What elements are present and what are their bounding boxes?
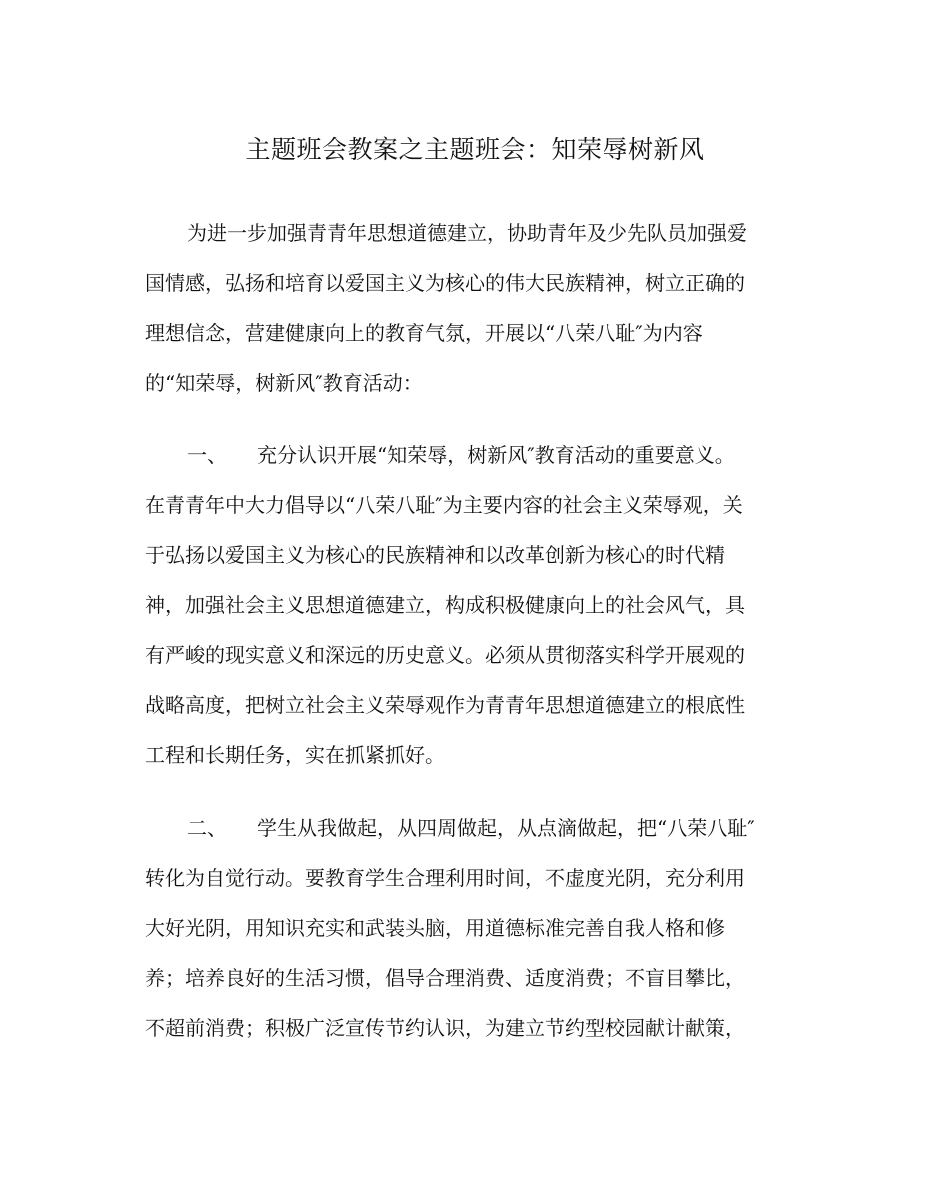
paragraph-2-line-1-text: 充分认识开展“知荣辱，树新风″教育活动的重要意义。 bbox=[257, 443, 735, 467]
paragraph-1-line-3: 理想信念，营建健康向上的教育气氛，开展以“八荣八耻″为内容 bbox=[145, 321, 703, 345]
section-marker-2: 二、 bbox=[187, 816, 227, 840]
paragraph-3-line-4: 养；培养良好的生活习惯，倡导合理消费、适度消费；不盲目攀比， bbox=[145, 966, 745, 990]
paragraph-2-line-7: 工程和长期任务，实在抓紧抓好。 bbox=[145, 743, 445, 767]
paragraph-2-line-1 bbox=[187, 440, 857, 470]
paragraph-1-line-1: 为进一步加强青青年思想道德建立，协助青年及少先队员加强爱 bbox=[187, 221, 747, 245]
paragraph-2-line-2: 在青青年中大力倡导以“八荣八耻″为主要内容的社会主义荣辱观，关 bbox=[145, 493, 743, 517]
paragraph-2-line-3: 于弘扬以爱国主义为核心的民族精神和以改革创新为核心的时代精 bbox=[145, 543, 725, 567]
paragraph-3-line-2: 转化为自觉行动。要教育学生合理利用时间，不虚度光阴，充分利用 bbox=[145, 866, 745, 890]
paragraph-3-line-1 bbox=[187, 813, 857, 843]
paragraph-2-line-5: 有严峻的现实意义和深远的历史意义。必须从贯彻落实科学开展观的 bbox=[145, 643, 745, 667]
paragraph-1-line-2: 国情感，弘扬和培育以爱国主义为核心的伟大民族精神，树立正确的 bbox=[145, 271, 745, 295]
paragraph-3-line-1-text: 学生从我做起，从四周做起，从点滴做起，把“八荣八耻″ bbox=[257, 816, 755, 840]
paragraph-3-line-5: 不超前消费；积极广泛宣传节约认识，为建立节约型校园献计献策， bbox=[145, 1016, 745, 1040]
paragraph-3-line-3: 大好光阴，用知识充实和武装头脑，用道德标准完善自我人格和修 bbox=[145, 916, 725, 940]
paragraph-1-line-4: 的“知荣辱，树新风″教育活动： bbox=[145, 371, 423, 395]
paragraph-2-line-4: 神，加强社会主义思想道德建立，构成积极健康向上的社会风气，具 bbox=[145, 593, 745, 617]
document-title: 主题班会教案之主题班会：知荣辱树新风 bbox=[245, 135, 705, 164]
section-marker-1: 一、 bbox=[187, 443, 227, 467]
paragraph-2-line-6: 战略高度，把树立社会主义荣辱观作为青青年思想道德建立的根底性 bbox=[145, 693, 745, 717]
